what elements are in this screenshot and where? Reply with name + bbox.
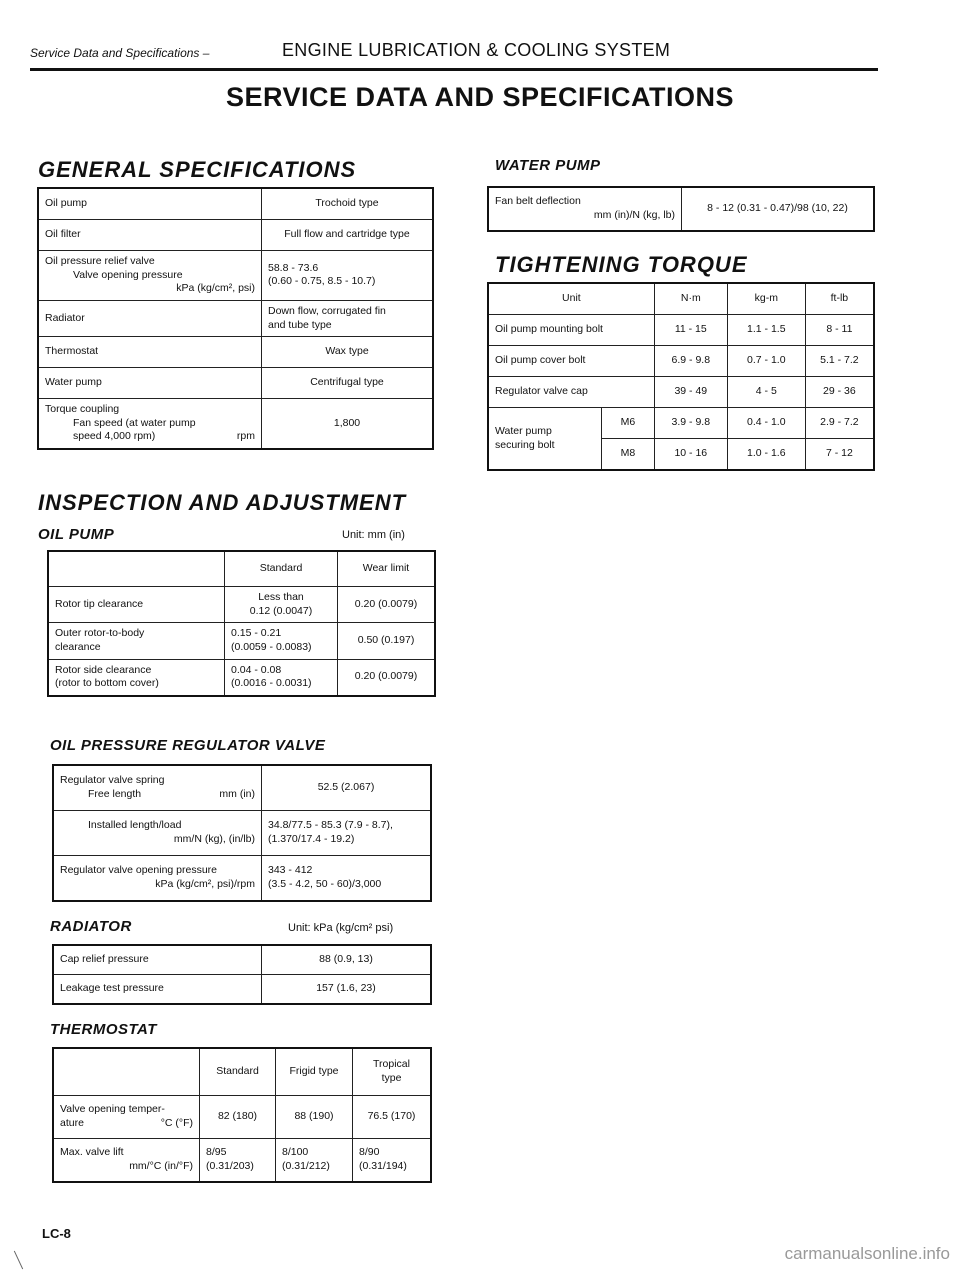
column-header: N·m (654, 283, 727, 315)
standard-value (225, 659, 338, 696)
spec-label (38, 251, 262, 301)
frigid-value (276, 1139, 353, 1183)
unit-text: °C (°F) (160, 1117, 193, 1129)
row-label-line: Max. valve lift (60, 1146, 124, 1159)
row-label (53, 811, 262, 856)
frigid-value: 88 (190) (276, 1096, 353, 1139)
free-length-value: 52.5 (2.067) (262, 765, 432, 811)
kgm-value: 4 - 5 (727, 377, 805, 408)
kgm-value: 0.7 - 1.0 (727, 346, 805, 377)
tightening-torque-heading: TIGHTENING TORQUE (495, 252, 748, 277)
row-label-line: (rotor to bottom cover) (55, 677, 159, 690)
spec-value (262, 251, 434, 301)
value-line: (0.0059 - 0.0083) (231, 640, 312, 653)
row-label: Oil pump mounting bolt (488, 315, 654, 346)
radiator-heading: RADIATOR (50, 918, 132, 935)
spec-value: Full flow and cartridge type (262, 220, 434, 251)
spec-label-main: Oil pressure relief valve (45, 255, 155, 267)
spec-unit: rpm (236, 430, 255, 443)
water-pump-table (487, 186, 875, 232)
unit-text: mm (in)/N (kg, lb) (593, 209, 675, 221)
row-label (53, 856, 262, 902)
nm-value: 11 - 15 (654, 315, 727, 346)
spec-sublabel (45, 430, 255, 444)
column-header: Frigid type (276, 1048, 353, 1096)
row-label-line: Water pump (495, 424, 552, 437)
column-header: Standard (200, 1048, 276, 1096)
thermostat-heading: THERMOSTAT (50, 1021, 157, 1038)
value-line: Less than (258, 591, 304, 603)
value-line: 0.12 (0.0047) (249, 604, 313, 617)
spec-value (262, 300, 434, 336)
spec-label: Oil pump (38, 188, 262, 220)
wear-limit-value: 0.50 (0.197) (338, 623, 436, 659)
spec-value: Trochoid type (262, 188, 434, 220)
row-label-line: Regulator valve spring (60, 774, 165, 787)
column-header: ft-lb (805, 283, 874, 315)
table-row (488, 187, 874, 231)
column-header: Unit (488, 283, 654, 315)
spec-label: Thermostat (38, 337, 262, 368)
table-row (488, 315, 874, 346)
table-row (38, 399, 433, 449)
spec-sublabel: Valve opening pressure (73, 268, 183, 281)
water-pump-heading: WATER PUMP (495, 157, 601, 174)
ftlb-value: 2.9 - 7.2 (805, 408, 874, 439)
table-row (53, 856, 431, 902)
nm-value: 39 - 49 (654, 377, 727, 408)
spec-value: Centrifugal type (262, 368, 434, 399)
table-row (48, 659, 435, 696)
wear-limit-value: 0.20 (0.0079) (338, 587, 436, 623)
kgm-value: 1.0 - 1.6 (727, 439, 805, 471)
radiator-table (52, 944, 432, 1005)
value-line: (0.31/212) (282, 1160, 330, 1172)
unit-text: mm/N (kg), (in/lb) (173, 833, 255, 845)
table-row (488, 346, 874, 377)
standard-value (200, 1139, 276, 1183)
row-label: Regulator valve cap (488, 377, 654, 408)
watermark: carmanualsonline.info (784, 1244, 950, 1263)
row-label (53, 1139, 200, 1183)
value-line: 8/95 (206, 1146, 227, 1159)
standard-value (225, 623, 338, 659)
header-line: type (381, 1072, 402, 1084)
regulator-table (52, 764, 432, 902)
tropical-value: 76.5 (170) (353, 1096, 432, 1139)
bolt-size: M8 (602, 439, 655, 471)
value-line: 8/100 (282, 1146, 309, 1159)
table-row (38, 368, 433, 399)
installed-value (262, 811, 432, 856)
row-label-line (60, 1117, 193, 1131)
row-label-line: Regulator valve opening pressure (60, 864, 218, 877)
column-header: Standard (225, 551, 338, 587)
radiator-unit: Unit: kPa (kg/cm² psi) (288, 922, 394, 934)
oil-pump-unit: Unit: mm (in) (342, 529, 405, 541)
bolt-size: M6 (602, 408, 655, 439)
table-row (53, 1048, 431, 1096)
opening-value (262, 856, 432, 902)
label-text: ature (60, 1117, 84, 1129)
spec-value-line: and tube type (268, 318, 332, 331)
oil-pump-table (47, 550, 436, 697)
spec-label: Oil filter (38, 220, 262, 251)
row-label-line: Outer rotor-to-body (55, 627, 145, 640)
value-line: 8/90 (359, 1146, 380, 1159)
torque-table (487, 282, 875, 471)
table-row (48, 551, 435, 587)
row-label (48, 659, 225, 696)
wear-limit-value: 0.20 (0.0079) (338, 659, 436, 696)
column-header: kg-m (727, 283, 805, 315)
row-label-line: Rotor side clearance (55, 663, 152, 676)
regulator-heading: OIL PRESSURE REGULATOR VALVE (50, 737, 326, 754)
row-label (48, 623, 225, 659)
ftlb-value: 29 - 36 (805, 377, 874, 408)
unit-text: kPa (kg/cm², psi)/rpm (155, 878, 255, 890)
table-row (38, 337, 433, 368)
column-header: Wear limit (338, 551, 436, 587)
row-label-line: Installed length/load (88, 819, 182, 832)
value-line: (0.0016 - 0.0031) (231, 677, 312, 690)
table-row (48, 587, 435, 623)
spec-label (38, 399, 262, 449)
table-row (53, 1096, 431, 1139)
row-label: Oil pump cover bolt (488, 346, 654, 377)
row-label (48, 587, 225, 623)
row-value: 88 (0.9, 13) (262, 945, 432, 975)
table-row (488, 408, 874, 439)
ftlb-value: 8 - 11 (805, 315, 874, 346)
unit-text: mm (in) (219, 788, 255, 800)
spec-value: 1,800 (262, 399, 434, 449)
spec-value-line: 58.8 - 73.6 (268, 261, 319, 274)
row-label-line: Fan belt deflection (495, 195, 581, 208)
row-label: Cap relief pressure (53, 945, 262, 975)
spec-sublabel-text: speed 4,000 rpm) (73, 430, 156, 443)
table-row (38, 188, 433, 220)
value-line: (0.31/203) (206, 1160, 254, 1172)
page-title: SERVICE DATA AND SPECIFICATIONS (225, 82, 735, 112)
page-number: LC-8 (42, 1226, 71, 1241)
tropical-value (353, 1139, 432, 1183)
thermostat-table (52, 1047, 432, 1183)
table-row (48, 623, 435, 659)
nm-value: 10 - 16 (654, 439, 727, 471)
ftlb-value: 5.1 - 7.2 (805, 346, 874, 377)
value-line: (1.370/17.4 - 19.2) (268, 833, 355, 845)
spec-label: Radiator (38, 300, 262, 336)
table-row (53, 811, 431, 856)
table-row (38, 251, 433, 301)
kgm-value: 0.4 - 1.0 (727, 408, 805, 439)
belt-deflection-value: 8 - 12 (0.31 - 0.47)/98 (10, 22) (682, 187, 875, 231)
row-label (53, 1096, 200, 1139)
running-header (30, 40, 878, 71)
label-text: Free length (88, 788, 142, 800)
value-line: 0.04 - 0.08 (231, 663, 282, 676)
unit-text: mm/°C (in/°F) (129, 1160, 193, 1172)
header-chapter: ENGINE LUBRICATION & COOLING SYSTEM (282, 40, 671, 60)
row-label (53, 765, 262, 811)
kgm-value: 1.1 - 1.5 (727, 315, 805, 346)
spec-unit: kPa (kg/cm², psi) (176, 282, 255, 295)
value-line: (3.5 - 4.2, 50 - 60)/3,000 (268, 878, 382, 890)
table-row (38, 220, 433, 251)
spec-value-line: (0.60 - 0.75, 8.5 - 10.7) (268, 275, 376, 288)
spec-sublabel: Fan speed (at water pump (73, 416, 196, 429)
nm-value: 3.9 - 9.8 (654, 408, 727, 439)
spec-value: Wax type (262, 337, 434, 368)
header-line: Tropical (373, 1058, 410, 1071)
row-label-line: Valve opening temper- (60, 1103, 165, 1116)
row-label-line (60, 788, 255, 802)
oil-pump-heading: OIL PUMP (38, 526, 115, 543)
header-section: Service Data and Specifications – (30, 46, 210, 60)
value-line: 0.15 - 0.21 (231, 627, 282, 640)
table-row (38, 300, 433, 336)
general-spec-table (37, 187, 434, 450)
ftlb-value: 7 - 12 (805, 439, 874, 471)
row-label (488, 408, 602, 471)
inspection-heading: INSPECTION AND ADJUSTMENT (38, 490, 407, 515)
row-label: Leakage test pressure (53, 975, 262, 1005)
empty-header-cell (53, 1048, 200, 1096)
row-value: 157 (1.6, 23) (262, 975, 432, 1005)
column-header (353, 1048, 432, 1096)
row-label-line: clearance (55, 640, 101, 653)
table-row (488, 377, 874, 408)
spec-label-main: Torque coupling (45, 403, 120, 416)
standard-value (225, 587, 338, 623)
row-label-line: Rotor tip clearance (55, 597, 144, 610)
table-row (53, 765, 431, 811)
spec-label: Water pump (38, 368, 262, 399)
table-row (488, 283, 874, 315)
empty-header-cell (48, 551, 225, 587)
table-row (53, 975, 431, 1005)
value-line: 343 - 412 (268, 864, 313, 877)
value-line: (0.31/194) (359, 1160, 407, 1172)
nm-value: 6.9 - 9.8 (654, 346, 727, 377)
value-line: 34.8/77.5 - 85.3 (7.9 - 8.7), (268, 819, 393, 832)
table-row (53, 945, 431, 975)
standard-value: 82 (180) (200, 1096, 276, 1139)
row-label-line: securing bolt (495, 438, 555, 451)
row-label (488, 187, 682, 231)
table-row (53, 1139, 431, 1183)
spec-value-line: Down flow, corrugated fin (268, 304, 386, 317)
general-spec-heading: GENERAL SPECIFICATIONS (38, 157, 357, 182)
